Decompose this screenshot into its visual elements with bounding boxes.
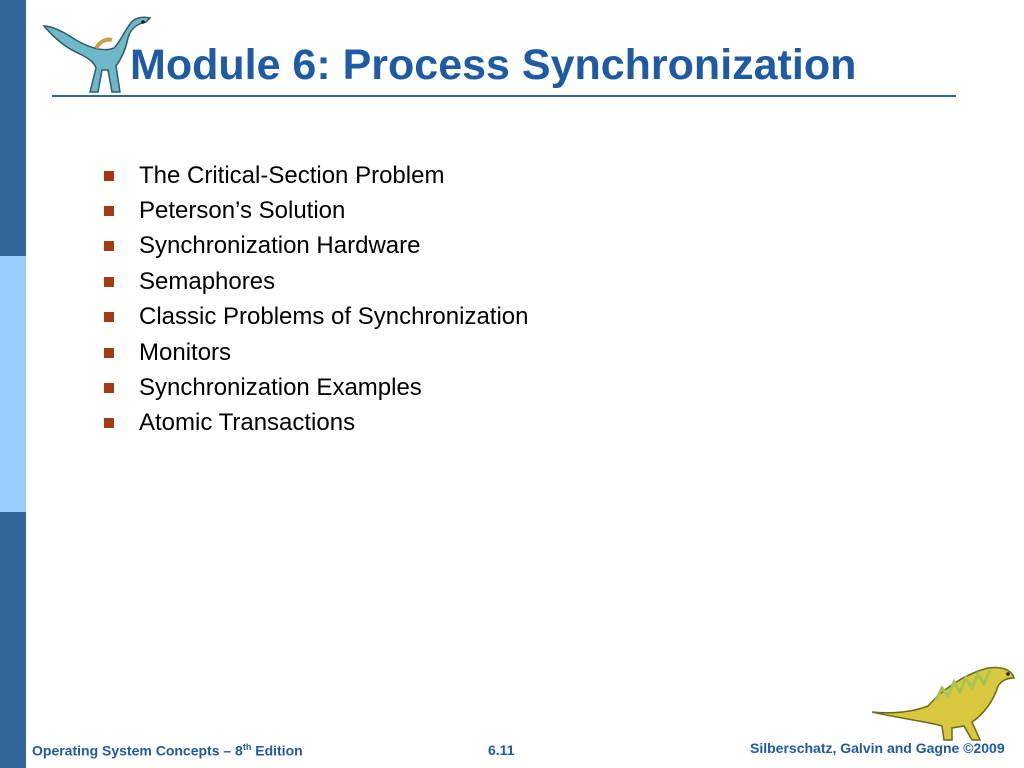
title-divider	[52, 95, 956, 97]
list-item	[104, 370, 529, 405]
bullet-text: Classic Problems of Synchronization	[139, 303, 529, 331]
bullet-text: Atomic Transactions	[139, 409, 356, 437]
dinosaur-icon	[868, 660, 1018, 742]
square-bullet-icon	[104, 348, 114, 358]
bullet-text: Monitors	[139, 338, 232, 366]
bullet-text: Semaphores	[139, 267, 276, 295]
list-item	[104, 158, 529, 193]
bullet-text: Synchronization Hardware	[139, 232, 421, 260]
bullet-text: Peterson’s Solution	[139, 197, 346, 225]
left-bar-bottom-segment	[0, 512, 26, 768]
square-bullet-icon	[104, 206, 114, 216]
square-bullet-icon	[104, 418, 114, 428]
square-bullet-icon	[104, 312, 114, 322]
left-bar-top-segment	[0, 0, 26, 256]
footer-edition-superscript: th	[242, 742, 252, 752]
footer-page-number: 6.11	[488, 742, 515, 758]
footer-book-title-text: Operating System Concepts – 8	[32, 742, 243, 759]
bullet-text: Synchronization Examples	[139, 374, 422, 402]
square-bullet-icon	[104, 383, 114, 393]
slide-title: Module 6: Process Synchronization	[130, 41, 857, 89]
topic-list	[104, 158, 529, 441]
footer-edition-word: Edition	[251, 742, 303, 759]
footer-book-title	[32, 742, 303, 759]
square-bullet-icon	[104, 277, 114, 287]
left-accent-bar	[0, 0, 26, 768]
list-item	[104, 335, 529, 370]
list-item	[104, 193, 529, 228]
square-bullet-icon	[104, 171, 114, 181]
left-bar-middle-segment	[0, 256, 26, 512]
footer-copyright: Silberschatz, Galvin and Gagne ©2009	[750, 740, 1005, 756]
list-item	[104, 229, 529, 264]
list-item	[104, 300, 529, 335]
square-bullet-icon	[104, 241, 114, 251]
bullet-text: The Critical-Section Problem	[139, 161, 445, 189]
list-item	[104, 406, 529, 441]
list-item	[104, 264, 529, 299]
